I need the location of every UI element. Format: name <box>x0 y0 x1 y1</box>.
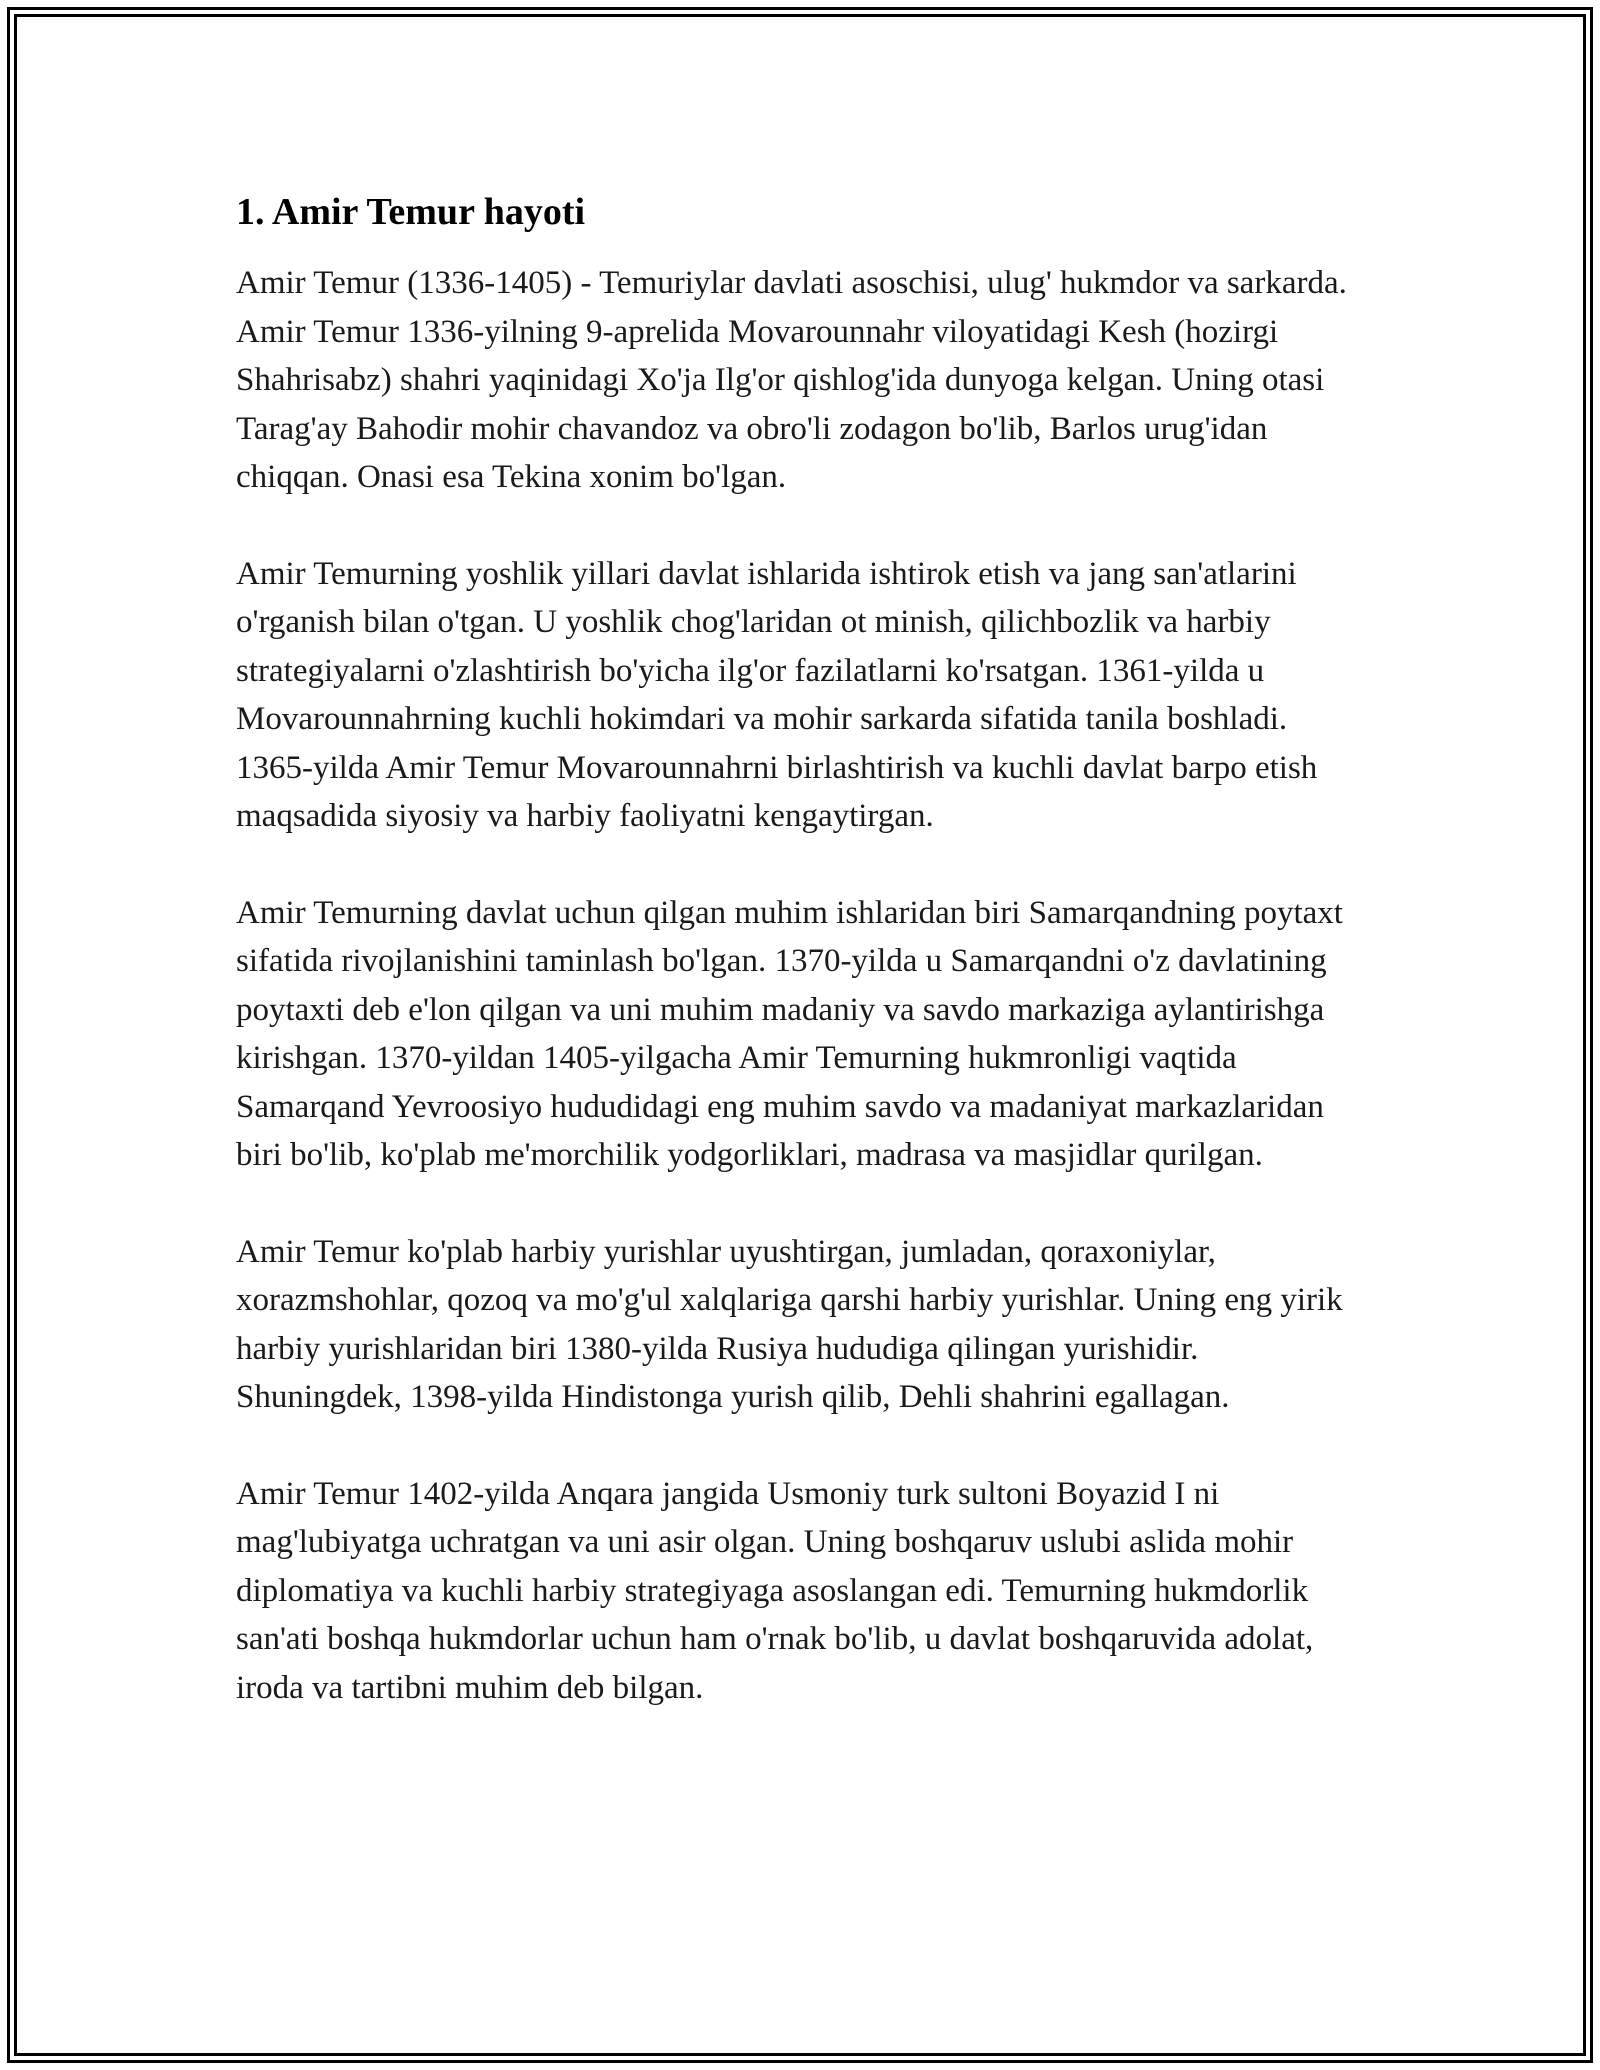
paragraph-5: Amir Temur 1402-yilda Anqara jangida Usmoniy turk sultoni Boyazid I ni mag'lubiyatga uchratgan va uni asir olgan. Uning boshqaruv uslubi aslida mohir diplomatiya va kuchli harbiy strategiyaga asoslangan edi. Temurning hukmdorlik san'ati boshqa hukmdorlar uchun ham o'rnak bo'lib, u davlat boshqaruvida adolat, iroda va tartibni muhim deb bilgan. <box>236 1475 1314 1706</box>
paragraph-1: Amir Temur (1336-1405) - Temuriylar davlati asoschisi, ulug' hukmdor va sarkarda. Amir Temur 1336-yilning 9-aprelida Movarounnahr viloyatidagi Kesh (hozirgi Shahrisabz) shahri yaqinidagi Xo'ja Ilg'or qishlog'ida dunyoga kelgan. Uning otasi Tarag'ay Bahodir mohir chavandoz va obro'li zodagon bo'lib, Barlos urug'idan chiqqan. Onasi esa Tekina xonim bo'lgan. <box>236 265 1347 495</box>
paragraph-4: Amir Temur ko'plab harbiy yurishlar uyushtirgan, jumladan, qoraxoniylar, xorazmshohlar, qozoq va mo'g'ul xalqlariga qarshi harbiy yurishlar. Uning eng yirik harbiy yurishlaridan biri 1380-yilda Rusiya hududiga qilingan yurishidir. Shuningdek, 1398-yilda Hindistonga yurish qilib, Dehli shahrini egallagan. <box>236 1233 1343 1415</box>
paragraph-3: Amir Temurning davlat uchun qilgan muhim ishlaridan biri Samarqandning poytaxt sifatida rivojlanishini taminlash bo'lgan. 1370-yilda u Samarqandni o'z davlatining poytaxti deb e'lon qilgan va uni muhim madaniy va savdo markaziga aylantirishga kirishgan. 1370-yildan 1405-yilgacha Amir Temurning hukmronligi vaqtida Samarqand Yevroosiyo hududidagi eng muhim savdo va madaniyat markazlaridan biri bo'lib, ko'plab me'morchilik yodgorliklari, madrasa va masjidlar qurilgan. <box>236 894 1343 1173</box>
document-body <box>236 186 1366 1760</box>
page-title: 1. Amir Temur hayoti <box>236 191 586 233</box>
paragraph-2: Amir Temurning yoshlik yillari davlat ishlarida ishtirok etish va jang san'atlarini o'rganish bilan o'tgan. U yoshlik chog'laridan ot minish, qilichbozlik va harbiy strategiyalarni o'zlashtirish bo'yicha ilg'or fazilatlarni ko'rsatgan. 1361-yilda u Movarounnahrning kuchli hokimdari va mohir sarkarda sifatida tanila boshladi. 1365-yilda Amir Temur Movarounnahrni birlashtirish va kuchli davlat barpo etish maqsadida siyosiy va harbiy faoliyatni kengaytirgan. <box>236 555 1318 834</box>
